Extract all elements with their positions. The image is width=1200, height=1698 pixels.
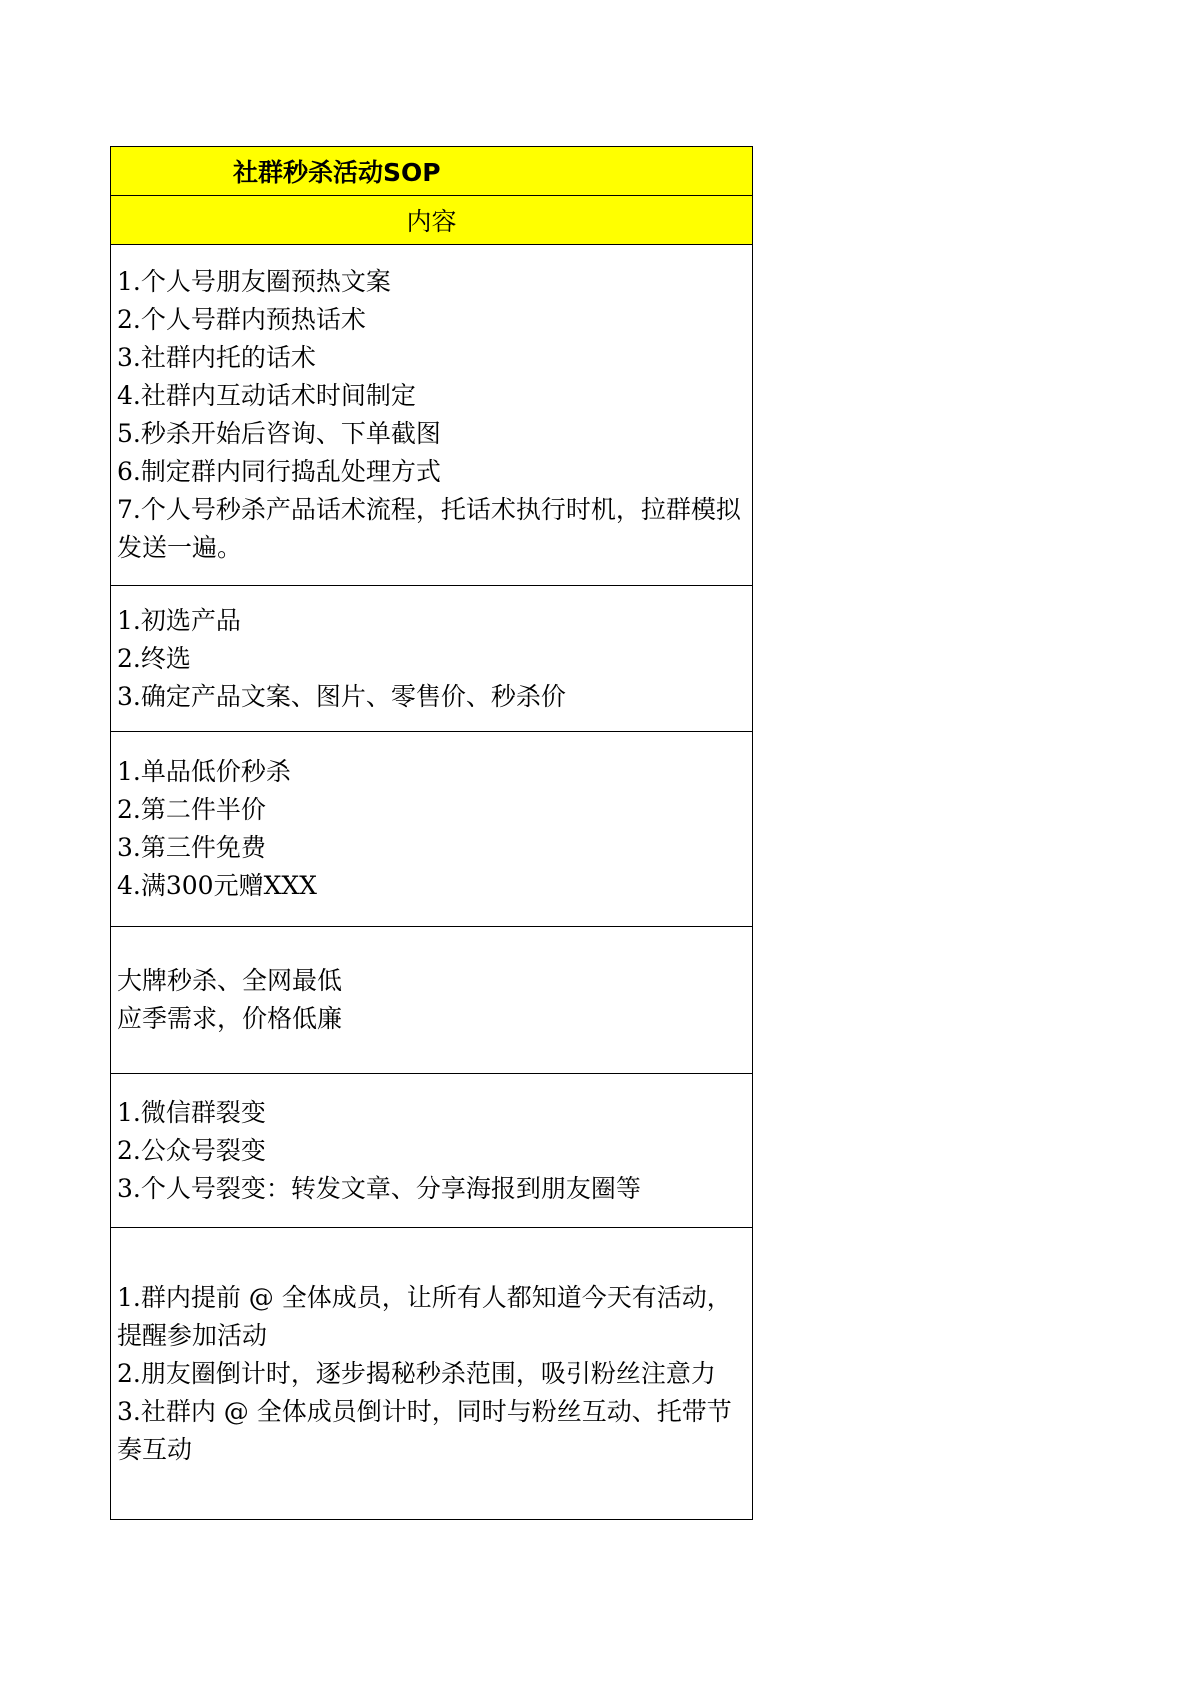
list-item: 6.制定群内同行捣乱处理方式 (117, 457, 441, 486)
table-row (111, 927, 753, 1074)
list-item: 3.社群内 @ 全体成员倒计时，同时与粉丝互动、托带节奏互动 (117, 1396, 732, 1464)
list-item: 应季需求，价格低廉 (117, 1004, 343, 1033)
list-item: 2.第二件半价 (117, 795, 266, 824)
table-row (111, 245, 753, 586)
list-item: 1.初选产品 (117, 605, 241, 635)
content-cell-5 (111, 1074, 753, 1228)
content-cell-4 (111, 927, 753, 1074)
column-header-content: 内容 (111, 196, 753, 245)
list-item: 1.群内提前 @ 全体成员，让所有人都知道今天有活动，提醒参加活动 (117, 1282, 732, 1350)
table-row (111, 732, 753, 927)
list-item: 3.个人号裂变：转发文章、分享海报到朋友圈等 (117, 1173, 641, 1203)
list-item: 4.满300元赠XXX (117, 871, 317, 900)
list-item: 3.确定产品文案、图片、零售价、秒杀价 (117, 681, 566, 711)
content-cell-6 (111, 1228, 753, 1520)
title-row (111, 147, 753, 196)
header-row (111, 196, 753, 245)
list-item: 2.终选 (117, 643, 191, 673)
list-item: 2.公众号裂变 (117, 1135, 266, 1165)
list-item: 2.朋友圈倒计时，逐步揭秘秒杀范围，吸引粉丝注意力 (117, 1358, 716, 1388)
list-item: 1.微信群裂变 (117, 1097, 266, 1127)
table-row (111, 1228, 753, 1520)
list-item: 2.个人号群内预热话术 (117, 305, 366, 334)
table-row (111, 586, 753, 732)
content-cell-2 (111, 586, 753, 732)
list-item: 3.社群内托的话术 (117, 343, 316, 372)
content-cell-1 (111, 245, 753, 586)
list-item: 7.个人号秒杀产品话术流程，托话术执行时机，拉群模拟发送一遍。 (117, 495, 741, 562)
list-item: 5.秒杀开始后咨询、下单截图 (117, 419, 441, 448)
list-item: 大牌秒杀、全网最低 (117, 966, 343, 995)
list-item: 1.个人号朋友圈预热文案 (117, 267, 391, 296)
table-row (111, 1074, 753, 1228)
list-item: 4.社群内互动话术时间制定 (117, 381, 416, 410)
list-item: 3.第三件免费 (117, 833, 266, 862)
sop-table (110, 146, 753, 1520)
content-cell-3 (111, 732, 753, 927)
table-title: 社群秒杀活动SOP (111, 147, 753, 196)
list-item: 1.单品低价秒杀 (117, 757, 291, 786)
